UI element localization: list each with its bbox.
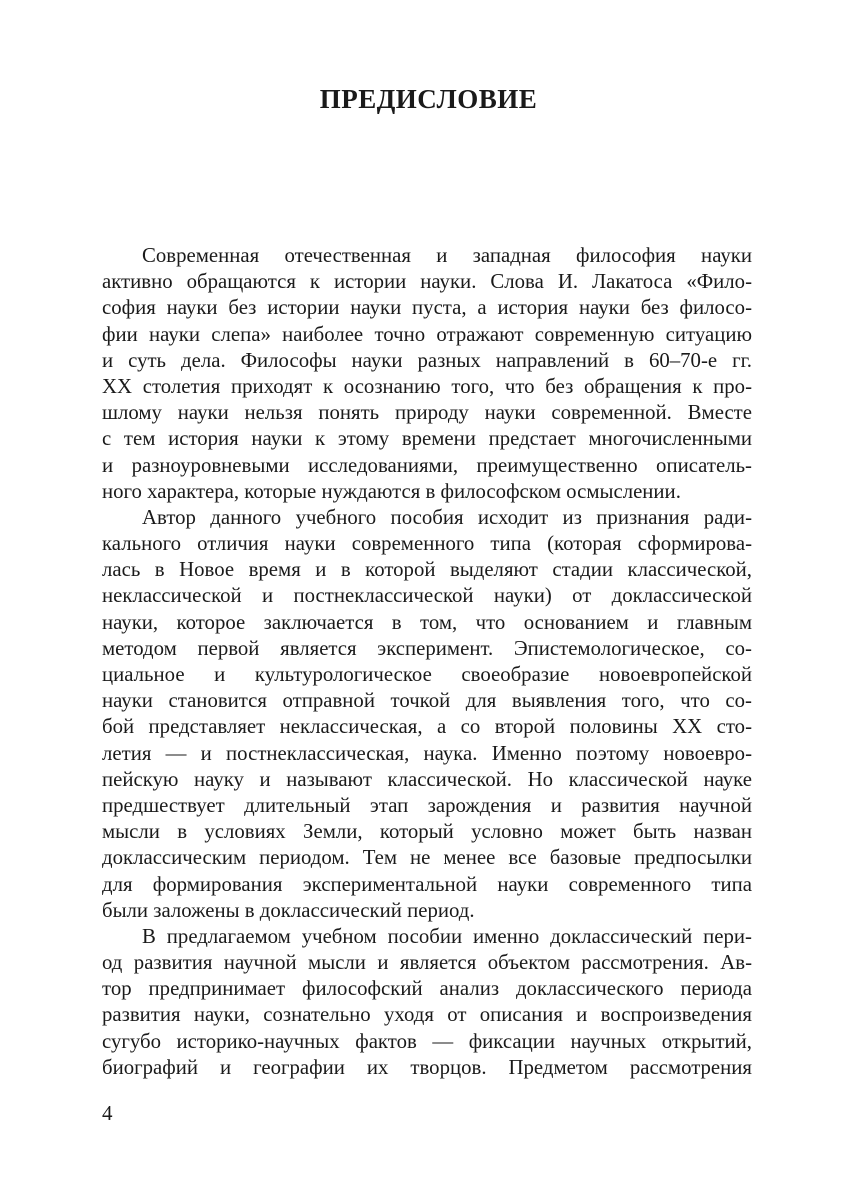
text-line: софия науки без истории науки пуста, а история науки без филосо- (102, 296, 752, 320)
text-line: летия — и постнеклассическая, наука. Именно поэтому новоевро- (102, 741, 752, 765)
text-line: фии науки слепа» наиболее точно отражают современную ситуацию (102, 322, 752, 346)
text-line: науки, которое заключается в том, что основанием и главным (102, 610, 752, 634)
text-line: циальное и культурологическое своеобразие новоевропейской (102, 663, 752, 686)
text-line: XX столетия приходят к осознанию того, что без обращения к про- (102, 374, 752, 398)
text-line: доклассическим периодом. Тем не менее все базовые предпосылки (102, 846, 752, 870)
text-line: Современная отечественная и западная философия науки (142, 244, 752, 267)
text-line: неклассической и постнеклассической науки) от доклассической (102, 584, 752, 608)
text-line: ного характера, которые нуждаются в философском осмыслении. (102, 479, 681, 503)
text-line: лась в Новое время и в которой выделяют стадии классической, (102, 558, 752, 582)
text-line: и суть дела. Философы науки разных направлений в 60–70-е гг. (102, 348, 752, 372)
text-line: биографий и географии их творцов. Предметом рассмотрения (102, 1055, 752, 1079)
page-number: 4 (102, 1101, 113, 1125)
text-line: пейскую науку и называют классической. Но классической науке (102, 767, 752, 791)
text-line: с тем история науки к этому времени предстает многочисленными (102, 427, 752, 451)
text-line: В предлагаемом учебном пособии именно доклассический пери- (142, 924, 752, 948)
text-line: тор предпринимает философский анализ доклассического периода (102, 977, 752, 1001)
text-line: были заложены в доклассический период. (102, 898, 475, 922)
text-line: Автор данного учебного пособия исходит из признания ради- (142, 505, 752, 529)
page-title: ПРЕДИСЛОВИЕ (319, 84, 538, 114)
text-line: развития науки, сознательно уходя от описания и воспроизведения (102, 1003, 752, 1027)
text-line: сугубо историко-научных фактов — фиксации научных открытий, (102, 1029, 752, 1053)
text-line: и разноуровневыми исследованиями, преимущественно описатель- (102, 453, 752, 477)
text-line: мысли в условиях Земли, который условно может быть назван (102, 820, 752, 844)
text-line: для формирования экспериментальной науки современного типа (102, 872, 752, 896)
text-line: активно обращаются к истории науки. Слова И. Лакатоса «Фило- (102, 270, 752, 294)
text-line: шлому науки нельзя понять природу науки современной. Вместе (102, 401, 752, 425)
text-line: предшествует длительный этап зарождения и развития научной (102, 793, 752, 817)
text-line: методом первой является эксперимент. Эпистемологическое, со- (102, 636, 752, 660)
text-line: бой представляет неклассическая, а со второй половины XX сто- (102, 715, 752, 739)
text-line: од развития научной мысли и является объектом рассмотрения. Ав- (102, 951, 752, 975)
body-text (102, 243, 752, 1081)
text-line: науки становится отправной точкой для выявления того, что со- (102, 689, 752, 713)
text-line: кального отличия науки современного типа (которая сформирова- (102, 532, 752, 556)
